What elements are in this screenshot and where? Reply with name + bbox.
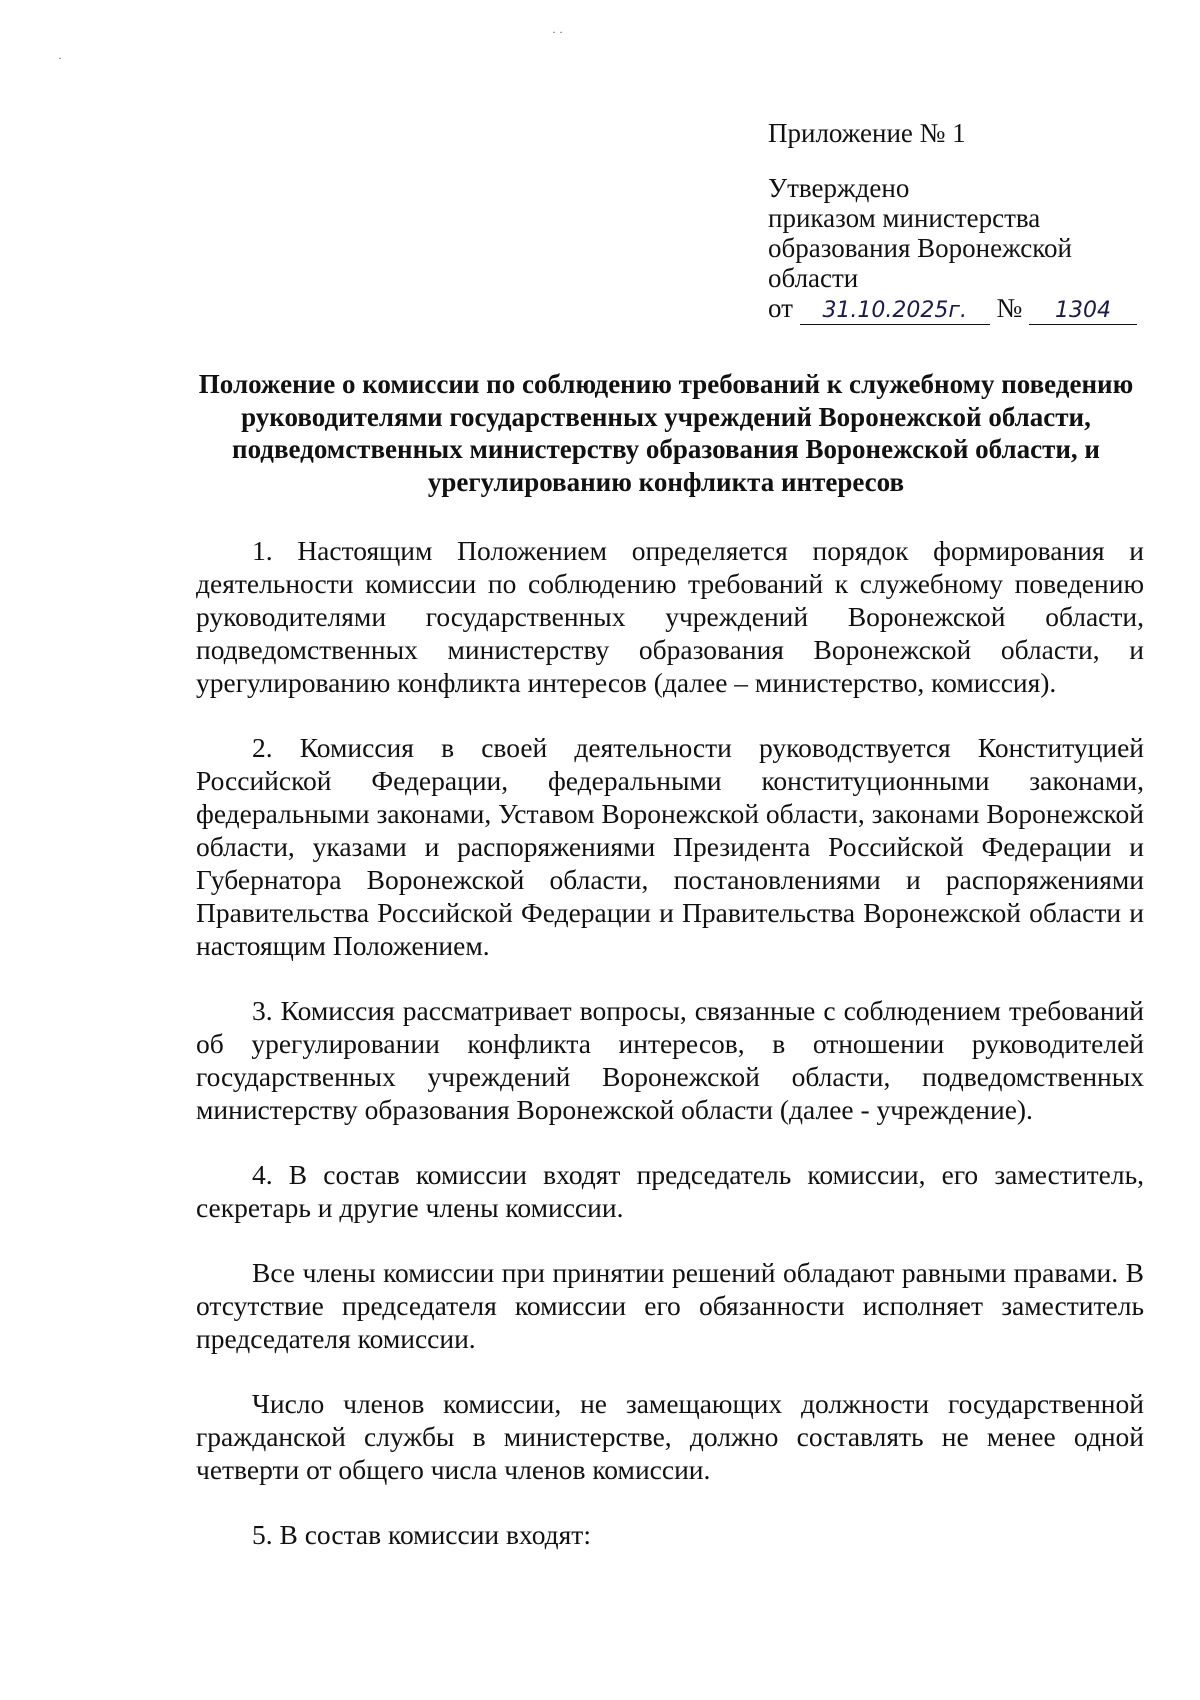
- paragraph: Число членов комиссии, не замещающих должности государственной гражданской службы в министерстве, должно составлять не менее одной четверти от общего числа членов комиссии.: [196, 1388, 1144, 1485]
- approved-line: образования Воронежской: [768, 233, 1072, 263]
- paragraph: Все члены комиссии при принятии решений обладают равными правами. В отсутствие председателя комиссии его обязанности исполняет заместитель председателя комиссии.: [196, 1257, 1144, 1354]
- approved-line: Утверждено: [768, 173, 910, 203]
- document-title: Положение о комиссии по соблюдению требований к служебному поведению руководителями государственных учреждений Воронежской области, подведомственных министерству образования Воронежской области, и урегулированию конфликта интересов: [198, 369, 1134, 497]
- approved-line: приказом министерства: [768, 203, 1041, 233]
- paragraph: 3. Комиссия рассматривает вопросы, связанные с соблюдением требований об урегулировании конфликта интересов, в отношении руководителей государственных учреждений Воронежской области, подведомственных министерству образования Воронежской области (далее - учреждение).: [196, 995, 1144, 1125]
- order-date-handwritten: 31.10.2025г.: [800, 298, 990, 325]
- approved-line: области: [768, 263, 859, 293]
- approval-block: [768, 118, 1148, 325]
- order-number-handwritten: 1304: [1029, 298, 1137, 325]
- scan-artifact: · ·: [552, 25, 563, 39]
- number-sign: №: [996, 293, 1023, 323]
- paragraph: 4. В состав комиссии входят председатель комиссии, его заместитель, секретарь и другие члены комиссии.: [196, 1159, 1144, 1223]
- scan-artifact: ·: [58, 51, 62, 65]
- order-prefix: от: [768, 293, 793, 323]
- paragraph: 1. Настоящим Положением определяется порядок формирования и деятельности комиссии по соблюдению требований к служебному поведению руководителями государственных учреждений Воронежской области, подведомственных министерству образования Воронежской области, и урегулированию конфликта интересов (далее – министерство, комиссия).: [196, 535, 1144, 698]
- paragraph: 5. В состав комиссии входят:: [252, 1519, 591, 1550]
- paragraph: 2. Комиссия в своей деятельности руководствуется Конституцией Российской Федерации, федеральными конституционными законами, федеральными законами, Уставом Воронежской области, законами Воронежской области, указами и распоряжениями Президента Российской Федерации и Губернатора Воронежской области, постановлениями и распоряжениями Правительства Российской Федерации и Правительства Воронежской области и настоящим Положением.: [196, 732, 1144, 961]
- appendix-label: Приложение № 1: [768, 118, 966, 148]
- order-reference: [768, 293, 1148, 325]
- document-body: [196, 534, 1144, 1583]
